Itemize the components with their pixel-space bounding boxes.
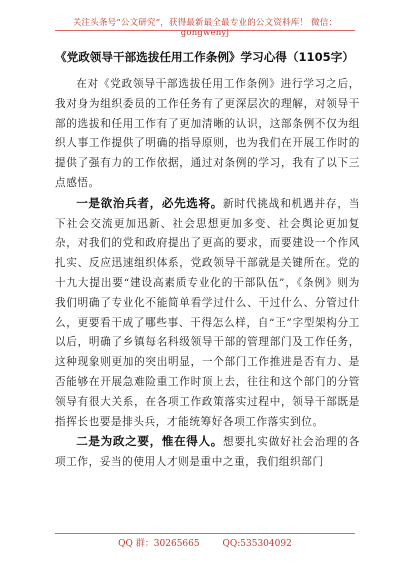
page-header-notice: 关注头条号“公文研究”，获得最新最全最专业的公文资料库！ 微信：gongwenyj <box>72 18 338 38</box>
footer-qq-number: QQ:535304092 <box>222 539 292 549</box>
paragraph-text: 想要扎实做好社会治理的各项工作，妥当的使用人才则是重中之重，我们组织部门 <box>55 436 360 469</box>
paragraph-intro <box>55 75 360 194</box>
paragraph-lead-heading: 一是欲治兵者，必先选将。 <box>76 195 224 210</box>
header-divider <box>55 30 355 31</box>
paragraph-point-one <box>55 194 360 433</box>
paragraph-text: 在对《党政领导干部选拔任用工作条例》进行学习之后，我对身为组织委员的工作任务有了更深层次的理解，对领导干部的选拔和任用工作有了更加清晰的认识，这部条例不仅为组织人事工作提供了明确的指导原则，也为我们在开展工作时的提供了强有力的工作依据，通过对条例的学习，我有了以下三点感悟。 <box>55 78 360 189</box>
paragraph-point-two <box>55 432 360 473</box>
paragraph-text: 新时代挑战和机遇并存，当下社会交流更加迅新、社会思想更加多变、社会舆论更加复杂，对我们的党和政府提出了更高的要求，而要建设一个作风扎实、反应迅速组织体系，党政领导干部就是关键所在。党的十九大提出要“建设高素质专业化的干部队伍”，《条例》则为我们明确了专业化不能简单看学过什么、干过什么、分管过什么，更要看干成了哪些事、干得怎么样，自“王”字型架构分工以后，明确了乡镇每名科级领导干部的管理部门及工作任务，这种现象则更加的突出明显，一个部门工作推进是否有力、是否能够在开展急难险重工作时顶上去，往往和这个部门的分管领导有很大关系，在各项工作政策落实过程中，领导干部既是指挥长也要是排头兵，才能统筹好各项工作落实到位。 <box>55 197 360 428</box>
footer-qq-group: QQ 群：30265665 <box>118 539 200 549</box>
document-title: 《党政领导干部选拔任用工作条例》学习心得（1105字） <box>55 50 354 64</box>
page-footer <box>55 536 355 549</box>
document-body <box>55 75 360 473</box>
paragraph-lead-heading: 二是为政之要，惟在得人。 <box>76 434 224 449</box>
footer-divider <box>55 533 355 534</box>
